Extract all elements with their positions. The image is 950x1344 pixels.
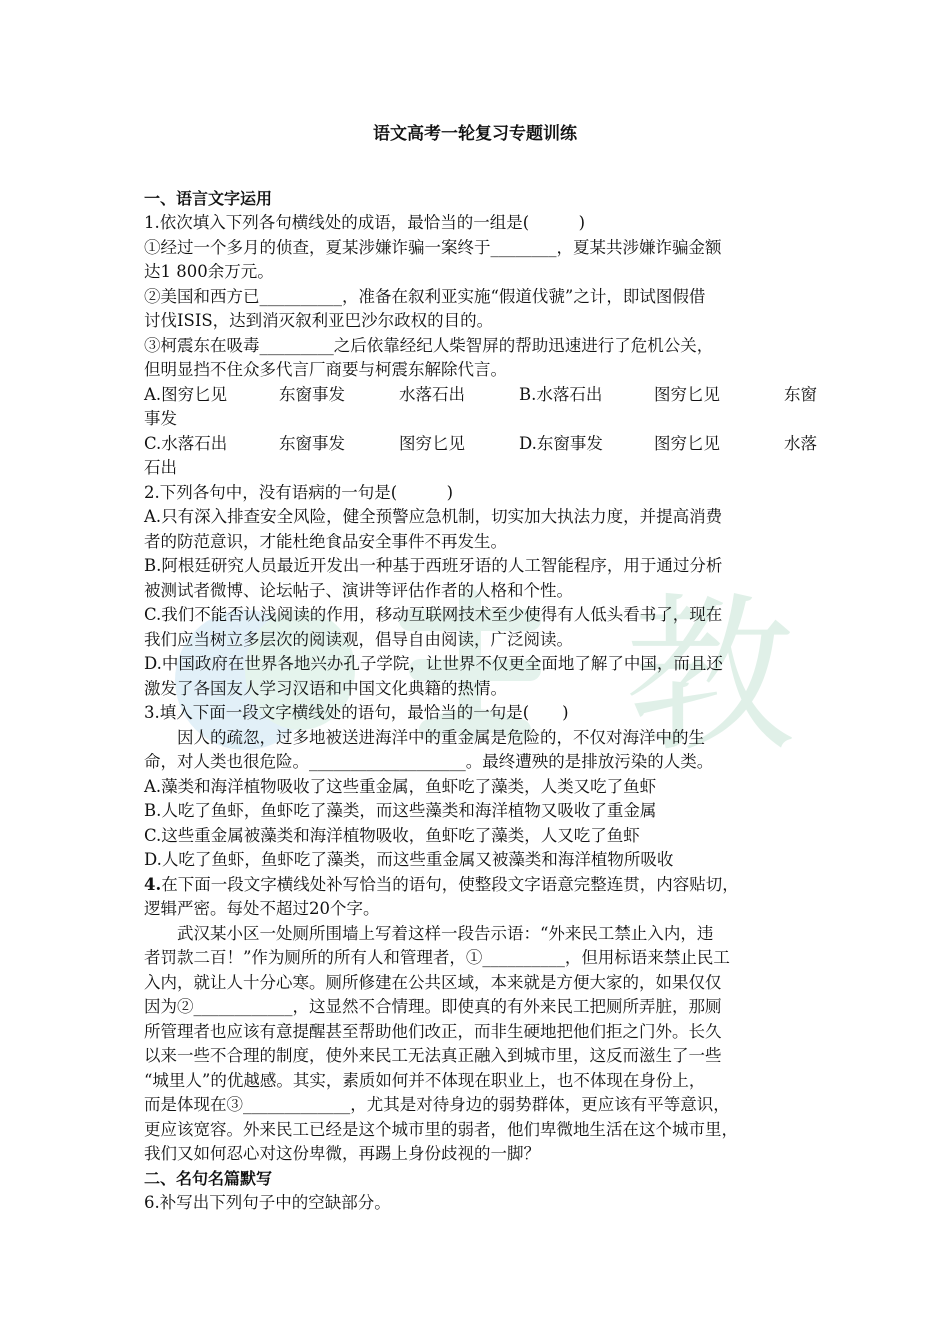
- q2-option-c: C.我们不能否认浅阅读的作用，移动互联网技术至少使得有人低头看书了，现在: [144, 605, 723, 624]
- q2-option-d: 激发了各国友人学习汉语和中国文化典籍的热情。: [144, 678, 507, 698]
- q2-option-c: 我们应当树立多层次的阅读观，倡导自由阅读，广泛阅读。: [144, 629, 573, 649]
- q3-passage: 命，对人类也很危险。___________________。最终遭殃的是排放污染的人类。: [144, 752, 714, 771]
- q4-passage: 而是体现在③_____________，尤其是对待身边的弱势群体，更应该有平等意识，: [144, 1095, 730, 1114]
- q2-option-b: 被测试者微博、论坛帖子、演讲等评估作者的人格和个性。: [144, 580, 573, 600]
- q2-option-b: B.阿根廷研究人员最近开发出一种基于西班牙语的人工智能程序，用于通过分析: [144, 556, 723, 575]
- document-content: [144, 110, 817, 1216]
- q4-passage: 者罚款二百！”作为厕所的所有人和管理者，①__________，但用标语来禁止民工: [144, 948, 730, 967]
- q3-option-c: C.这些重金属被藻类和海洋植物吸收，鱼虾吃了藻类，人又吃了鱼虾: [144, 825, 640, 845]
- q1-stem: 1.依次填入下列各句横线处的成语，最恰当的一组是( ): [144, 213, 586, 232]
- q1-line: 达1 800余万元。: [144, 262, 274, 281]
- q1-line: ②美国和西方已__________，准备在叙利亚实施“假道伐虢”之计，即试图假借: [144, 286, 706, 306]
- q4-passage: 所管理者也应该有意提醒甚至帮助他们改正，而非生硬地把他们拒之门外。长久: [144, 1021, 722, 1041]
- q4-passage: 更应该宽容。外来民工已经是这个城市里的弱者，他们卑微地生活在这个城市里，: [144, 1119, 738, 1139]
- q6-stem: 6.补写出下列句子中的空缺部分。: [144, 1193, 391, 1212]
- section-heading-2: 二、名句名篇默写: [144, 1168, 273, 1188]
- q2-option-a: A.只有深入排查安全风险，健全预警应急机制，切实加大执法力度，并提高消费: [144, 507, 723, 526]
- q1-line: 但明显挡不住众多代言厂商要与柯震东解除代言。: [144, 360, 507, 379]
- q4-passage: 以来一些不合理的制度，使外来民工无法真正融入到城市里，这反而滋生了一些: [144, 1046, 722, 1065]
- q4-stem: 4.在下面一段文字横线处补写恰当的语句，使整段文字语意完整连贯，内容贴切，: [144, 874, 739, 894]
- q1-line: ③柯震东在吸毒_________之后依靠经纪人柴智屏的帮助迅速进行了危机公关，: [144, 335, 714, 355]
- option-text: 东窗事发: [279, 433, 345, 453]
- q1-line: 讨伐ISIS，达到消灭叙利亚巴沙尔政权的目的。: [144, 311, 494, 330]
- q2-option-a: 者的防范意识，才能杜绝食品安全事件不再发生。: [144, 531, 507, 551]
- q2-option-d: D.中国政府在世界各地兴办孔子学院，让世界不仅更全面地了解了中国，而且还: [144, 654, 723, 673]
- option-text: D.东窗事发: [519, 433, 603, 453]
- q2-stem: 2.下列各句中，没有语病的一句是( ): [144, 482, 454, 502]
- option-text: C.水落石出: [144, 433, 228, 453]
- option-text: 东窗: [784, 384, 817, 404]
- option-text: 东窗事发: [279, 384, 345, 404]
- option-text: 图穷匕见: [399, 433, 465, 453]
- q1-line: ①经过一个多月的侦查，夏某涉嫌诈骗一案终于________，夏某共涉嫌诈骗金额: [144, 237, 722, 257]
- section-heading-1: 一、语言文字运用: [144, 188, 273, 208]
- q4-passage: 入内，就让人十分心寒。厕所修建在公共区域，本来就是方便大家的，如果仅仅: [144, 972, 722, 992]
- q1-option-wrap: 石出: [144, 458, 177, 477]
- option-text: A.图穷匕见: [144, 384, 228, 404]
- q3-passage: 因人的疏忽，过多地被送进海洋中的重金属是危险的，不仅对海洋中的生: [177, 727, 705, 747]
- q3-option-b: B.人吃了鱼虾，鱼虾吃了藻类，而这些藻类和海洋植物又吸收了重金属: [144, 801, 657, 820]
- page-title: 语文高考一轮复习专题训练: [373, 124, 577, 144]
- option-text: 水落石出: [399, 384, 465, 404]
- q4-passage: 我们又如何忍心对这份卑微，再踢上身份歧视的一脚？: [144, 1144, 540, 1163]
- q4-number: 4.: [144, 874, 162, 894]
- option-text: B.水落石出: [519, 384, 603, 404]
- option-text: 水落: [784, 433, 817, 453]
- q1-options-cd: [144, 432, 817, 457]
- q3-option-a: A.藻类和海洋植物吸收了这些重金属，鱼虾吃了藻类，人类又吃了鱼虾: [144, 776, 657, 796]
- q4-passage: 因为②____________，这显然不合情理。即使真的有外来民工把厕所弄脏，那厕: [144, 997, 722, 1016]
- q3-stem: 3.填入下面一段文字横线处的语句，最恰当的一句是( ): [144, 703, 569, 722]
- q4-stem: 逻辑严密。每处不超过20个字。: [144, 899, 380, 918]
- q3-option-d: D.人吃了鱼虾，鱼虾吃了藻类，而这些重金属又被藻类和海洋植物所吸收: [144, 850, 674, 869]
- option-text: 图穷匕见: [654, 433, 720, 453]
- option-text: 图穷匕见: [654, 384, 720, 404]
- q1-options-ab: [144, 383, 817, 408]
- q1-option-wrap: 事发: [144, 409, 177, 428]
- watermark-text: 教: [624, 578, 796, 776]
- q4-passage: “城里人”的优越感。其实，素质如何并不体现在职业上，也不体现在身份上，: [144, 1070, 706, 1090]
- q4-passage: 武汉某小区一处厕所围墙上写着这样一段告示语：“外来民工禁止入内，违: [177, 923, 714, 943]
